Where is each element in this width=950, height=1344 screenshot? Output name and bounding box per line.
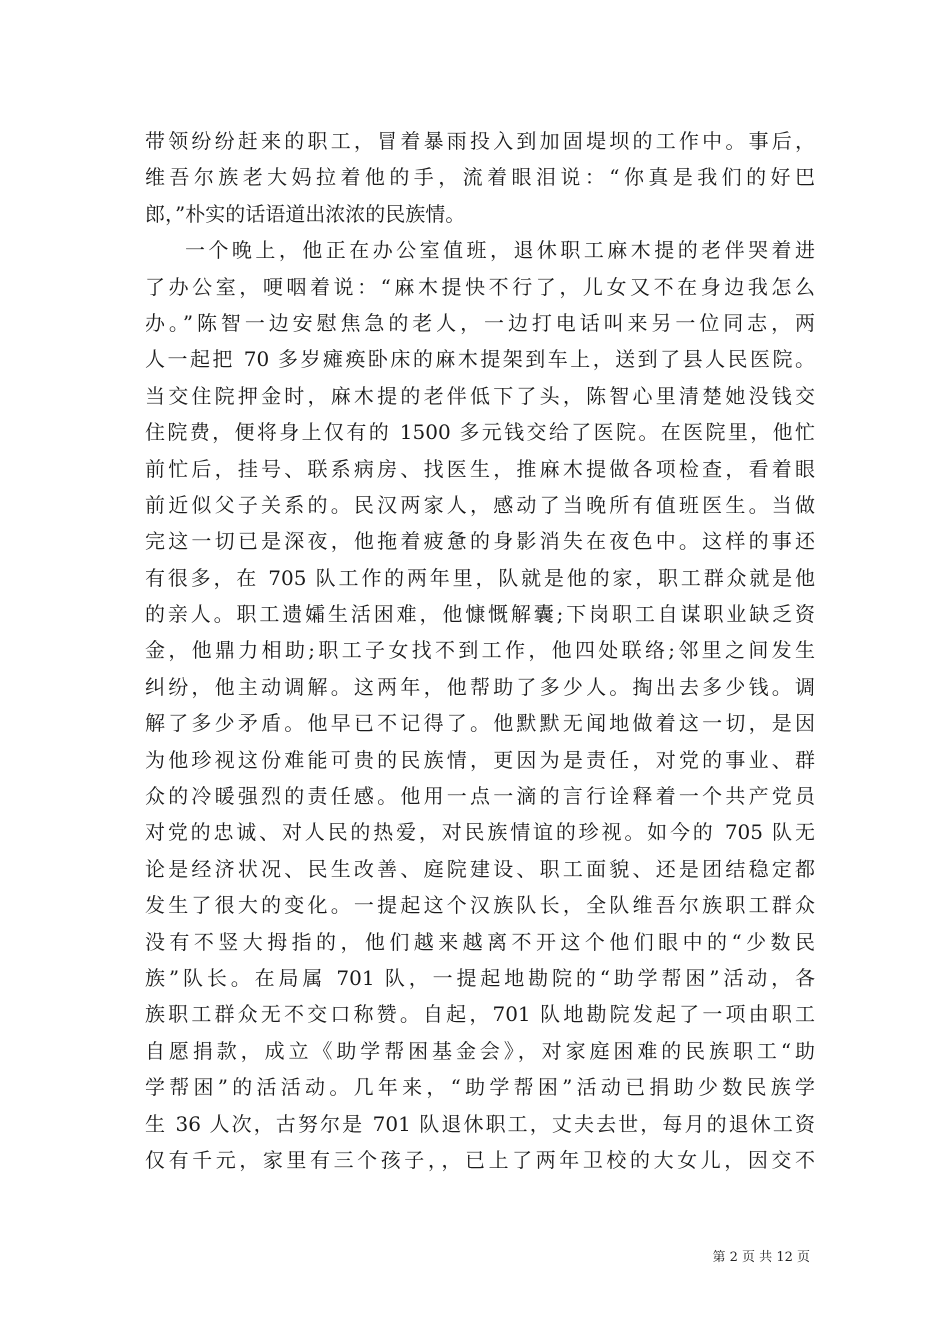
text-line: 生 36 人次，古努尔是 701 队退休职工，丈夫去世，每月的退休工资 (145, 1111, 815, 1136)
text-line: 的亲人。职工遗孀生活困难，他慷慨解囊;下岗职工自谋职业缺乏资 (145, 602, 815, 627)
text-line: 了办公室，哽咽着说：“麻木提快不行了，儿女又不在身边我怎么 (145, 274, 815, 299)
text-line: 为他珍视这份难能可贵的民族情，更因为是责任，对党的事业、群 (145, 747, 815, 772)
text-line: 一个晚上，他正在办公室值班，退休职工麻木提的老伴哭着进 (185, 238, 815, 263)
text-line: 郎，”朴实的话语道出浓浓的民族情。 (145, 201, 466, 226)
body-text (145, 123, 815, 1178)
text-line: 当交住院押金时，麻木提的老伴低下了头，陈智心里清楚她没钱交 (145, 383, 815, 408)
text-line: 有很多，在 705 队工作的两年里，队就是他的家，职工群众就是他 (145, 565, 815, 590)
text-line: 没有不竖大拇指的，他们越来越离不开这个他们眼中的“少数民 (145, 929, 815, 954)
text-line: 仅有千元，家里有三个孩子，，已上了两年卫校的大女儿，因交不 (145, 1147, 815, 1172)
text-line: 解了多少矛盾。他早已不记得了。他默默无闻地做着这一切，是因 (145, 711, 815, 736)
text-line: 前忙后，挂号、联系病房、找医生，推麻木提做各项检查，看着眼 (145, 456, 815, 481)
text-line: 学帮困”的活活动。几年来，“助学帮困”活动已捐助少数民族学 (145, 1075, 815, 1100)
text-line: 自愿捐款，成立《助学帮困基金会》，对家庭困难的民族职工“助 (145, 1038, 815, 1063)
text-line: 人一起把 70 多岁瘫痪卧床的麻木提架到车上，送到了县人民医院。 (145, 347, 815, 372)
text-line: 前近似父子关系的。民汉两家人，感动了当晚所有值班医生。当做 (145, 492, 815, 517)
text-line: 族职工群众无不交口称赞。自起，701 队地勘院发起了一项由职工 (145, 1002, 815, 1027)
text-line: 住院费，便将身上仅有的 1500 多元钱交给了医院。在医院里，他忙 (145, 420, 815, 445)
text-line: 带领纷纷赶来的职工，冒着暴雨投入到加固堤坝的工作中。事后， (145, 129, 815, 153)
text-line: 论是经济状况、民生改善、庭院建设、职工面貌、还是团结稳定都 (145, 856, 815, 881)
text-line: 完这一切已是深夜，他拖着疲惫的身影消失在夜色中。这样的事还 (145, 529, 815, 554)
text-line: 纠纷，他主动调解。这两年，他帮助了多少人。掏出去多少钱。调 (145, 674, 815, 699)
text-line: 发生了很大的变化。一提起这个汉族队长，全队维吾尔族职工群众 (145, 893, 815, 918)
text-line: 族”队长。在局属 701 队，一提起地勘院的“助学帮困”活动，各 (145, 965, 815, 990)
text-line: 众的冷暖强烈的责任感。他用一点一滴的言行诠释着一个共产党员 (145, 784, 815, 809)
text-line: 办。”陈智一边安慰焦急的老人，一边打电话叫来另一位同志，两 (145, 310, 815, 335)
text-line: 对党的忠诚、对人民的热爱，对民族情谊的珍视。如今的 705 队无 (145, 820, 815, 845)
text-line: 金，他鼎力相助;职工子女找不到工作，他四处联络;邻里之间发生 (145, 638, 815, 663)
text-line: 维吾尔族老大妈拉着他的手，流着眼泪说：“你真是我们的好巴 (145, 165, 815, 190)
page-number-footer: 第 2 页 共 12 页 (712, 1250, 810, 1265)
